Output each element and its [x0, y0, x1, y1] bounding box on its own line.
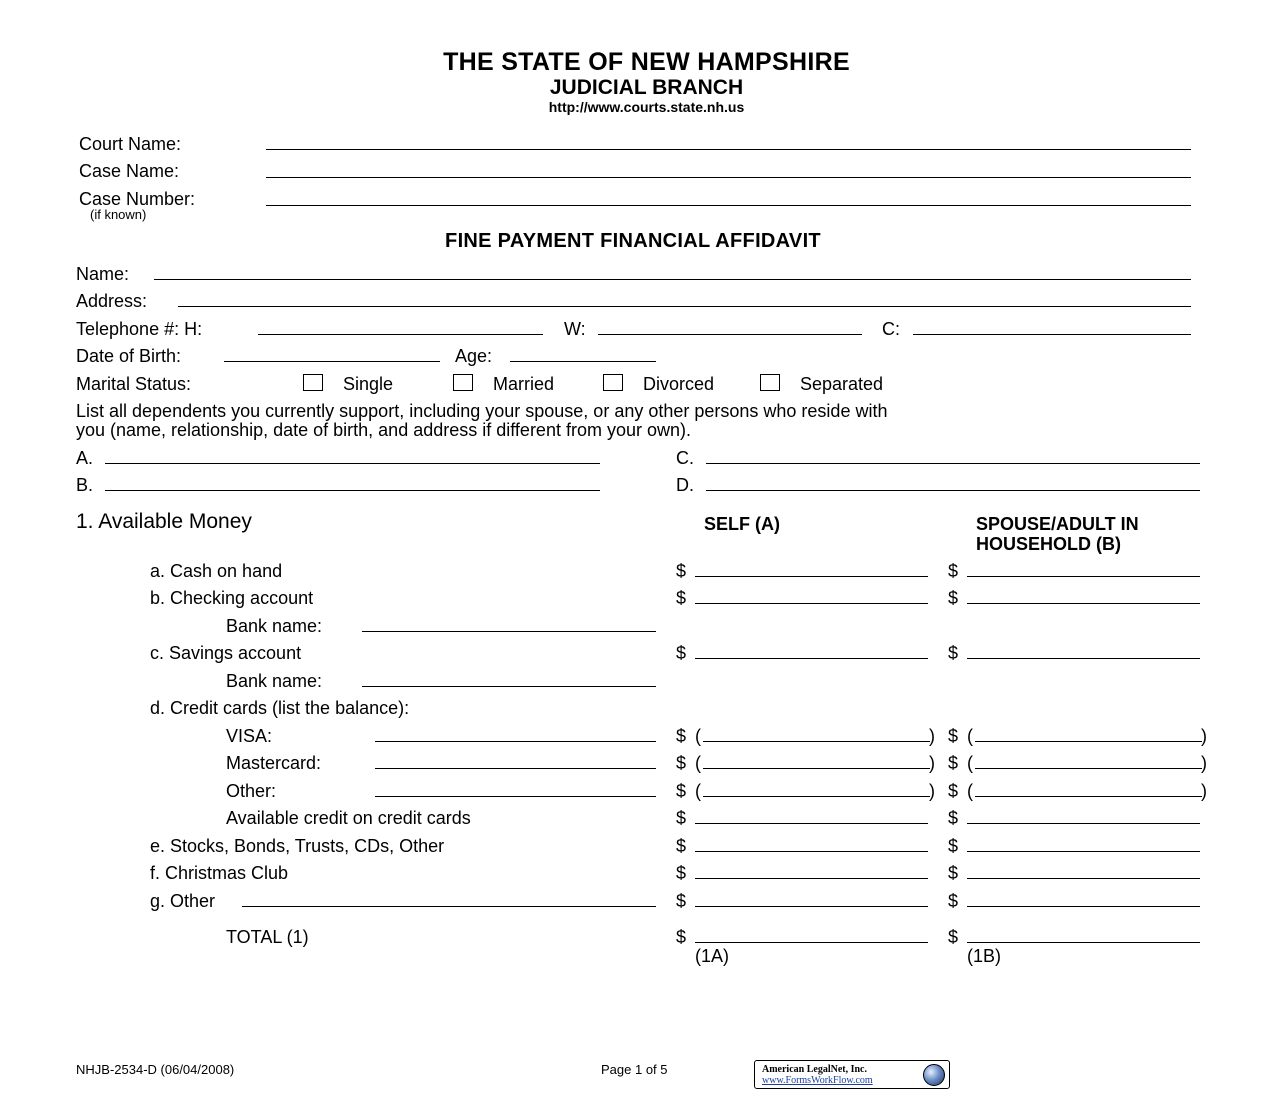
address-field[interactable]: [178, 306, 1191, 307]
total-1b-label: (1B): [967, 946, 1002, 966]
christmas-spouse-field[interactable]: [967, 878, 1200, 879]
branch-heading: JUDICIAL BRANCH: [549, 76, 744, 99]
section-1-heading: 1. Available Money: [76, 510, 252, 533]
close-paren: ): [929, 726, 935, 746]
single-label: Single: [343, 374, 394, 394]
telephone-home-field[interactable]: [258, 334, 543, 335]
dollar-sign: $: [676, 927, 687, 947]
age-field[interactable]: [510, 361, 656, 362]
savings-bank-name-field[interactable]: [362, 686, 656, 687]
dependent-a-label: A.: [76, 448, 94, 468]
court-name-label: Court Name:: [79, 134, 182, 154]
married-label: Married: [493, 374, 555, 394]
telephone-work-label: W:: [564, 319, 586, 339]
christmas-club-label: f. Christmas Club: [150, 863, 289, 883]
open-paren: (: [695, 753, 701, 773]
dollar-sign: $: [676, 726, 687, 746]
open-paren: (: [967, 753, 973, 773]
single-checkbox[interactable]: [303, 374, 323, 391]
close-paren: ): [1201, 781, 1207, 801]
savings-spouse-field[interactable]: [967, 658, 1200, 659]
page-number: Page 1 of 5: [601, 1062, 668, 1077]
total-1a-label: (1A): [695, 946, 730, 966]
telephone-home-label: Telephone #: H:: [76, 319, 203, 339]
dependent-c-label: C.: [676, 448, 694, 468]
savings-bank-name-label: Bank name:: [226, 671, 323, 691]
spouse-column-heading-2: HOUSEHOLD (B): [976, 534, 1121, 554]
stocks-label: e. Stocks, Bonds, Trusts, CDs, Other: [150, 836, 445, 856]
total-label: TOTAL (1): [226, 927, 309, 947]
dollar-sign: $: [948, 891, 959, 911]
dependent-c-field[interactable]: [706, 463, 1200, 464]
form-title: FINE PAYMENT FINANCIAL AFFIDAVIT: [445, 230, 821, 252]
cash-spouse-field[interactable]: [967, 576, 1200, 577]
dollar-sign: $: [676, 643, 687, 663]
mastercard-spouse-field[interactable]: [975, 768, 1202, 769]
publisher-url[interactable]: www.FormsWorkFlow.com: [762, 1075, 873, 1086]
dollar-sign: $: [676, 561, 687, 581]
visa-card-field[interactable]: [375, 741, 656, 742]
other-spouse-field[interactable]: [967, 906, 1200, 907]
publisher-logo[interactable]: [754, 1060, 950, 1089]
total-self-field[interactable]: [695, 942, 928, 943]
case-number-label: Case Number:: [79, 189, 196, 209]
close-paren: ): [1201, 726, 1207, 746]
dollar-sign: $: [676, 808, 687, 828]
open-paren: (: [967, 726, 973, 746]
dob-label: Date of Birth:: [76, 346, 182, 366]
dollar-sign: $: [676, 836, 687, 856]
savings-self-field[interactable]: [695, 658, 928, 659]
state-heading: THE STATE OF NEW HAMPSHIRE: [443, 48, 850, 76]
other-label: g. Other: [150, 891, 216, 911]
marital-status-label: Marital Status:: [76, 374, 192, 394]
dollar-sign: $: [948, 808, 959, 828]
divorced-checkbox[interactable]: [603, 374, 623, 391]
stocks-self-field[interactable]: [695, 851, 928, 852]
form-id: NHJB-2534-D (06/04/2008): [76, 1062, 235, 1077]
dollar-sign: $: [676, 753, 687, 773]
other-card-self-field[interactable]: [703, 796, 930, 797]
dob-field[interactable]: [224, 361, 440, 362]
divorced-label: Divorced: [643, 374, 715, 394]
christmas-self-field[interactable]: [695, 878, 928, 879]
case-name-field[interactable]: [266, 177, 1191, 178]
dollar-sign: $: [948, 927, 959, 947]
available-credit-label: Available credit on credit cards: [226, 808, 471, 828]
self-column-heading: SELF (A): [704, 514, 780, 534]
dependent-a-field[interactable]: [105, 463, 600, 464]
dependents-instructions-1: List all dependents you currently support, including your spouse, or any other persons who reside with: [76, 401, 888, 421]
open-paren: (: [695, 781, 701, 801]
cash-self-field[interactable]: [695, 576, 928, 577]
other-card-spouse-field[interactable]: [975, 796, 1202, 797]
close-paren: ): [1201, 753, 1207, 773]
if-known-note: (if known): [90, 207, 147, 222]
dependent-b-label: B.: [76, 475, 94, 495]
mastercard-card-field[interactable]: [375, 768, 656, 769]
close-paren: ): [929, 753, 935, 773]
checking-spouse-field[interactable]: [967, 603, 1200, 604]
other-description-field[interactable]: [242, 906, 656, 907]
dollar-sign: $: [948, 863, 959, 883]
dollar-sign: $: [948, 753, 959, 773]
other-self-field[interactable]: [695, 906, 928, 907]
available-credit-self-field[interactable]: [695, 823, 928, 824]
married-checkbox[interactable]: [453, 374, 473, 391]
telephone-cell-field[interactable]: [913, 334, 1191, 335]
dollar-sign: $: [948, 643, 959, 663]
checking-bank-name-field[interactable]: [362, 631, 656, 632]
cash-on-hand-label: a. Cash on hand: [150, 561, 283, 581]
other-card-label: Other:: [226, 781, 277, 801]
dollar-sign: $: [676, 863, 687, 883]
address-label: Address:: [76, 291, 148, 311]
close-paren: ): [929, 781, 935, 801]
globe-icon: [923, 1064, 945, 1086]
dependents-instructions-2: you (name, relationship, date of birth, and address if different from your own).: [76, 420, 691, 440]
publisher-name: American LegalNet, Inc.: [762, 1064, 867, 1075]
separated-label: Separated: [800, 374, 884, 394]
checking-self-field[interactable]: [695, 603, 928, 604]
dollar-sign: $: [676, 781, 687, 801]
visa-self-field[interactable]: [703, 741, 930, 742]
age-label: Age:: [455, 346, 493, 366]
dollar-sign: $: [676, 891, 687, 911]
dollar-sign: $: [948, 726, 959, 746]
available-credit-spouse-field[interactable]: [967, 823, 1200, 824]
telephone-work-field[interactable]: [598, 334, 862, 335]
open-paren: (: [695, 726, 701, 746]
open-paren: (: [967, 781, 973, 801]
case-name-label: Case Name:: [79, 161, 180, 181]
court-name-field[interactable]: [266, 149, 1191, 150]
dollar-sign: $: [948, 836, 959, 856]
court-url[interactable]: http://www.courts.state.nh.us: [548, 99, 745, 115]
dependent-d-label: D.: [676, 475, 694, 495]
name-field[interactable]: [154, 279, 1191, 280]
dollar-sign: $: [948, 781, 959, 801]
mastercard-label: Mastercard:: [226, 753, 322, 773]
telephone-cell-label: C:: [882, 319, 900, 339]
visa-label: VISA:: [226, 726, 273, 746]
savings-account-label: c. Savings account: [150, 643, 302, 663]
separated-checkbox[interactable]: [760, 374, 780, 391]
spouse-column-heading-1: SPOUSE/ADULT IN: [976, 514, 1139, 534]
credit-cards-label: d. Credit cards (list the balance):: [150, 698, 410, 718]
dependent-d-field[interactable]: [706, 490, 1200, 491]
dollar-sign: $: [948, 561, 959, 581]
dollar-sign: $: [676, 588, 687, 608]
case-number-field[interactable]: [266, 205, 1191, 206]
total-spouse-field[interactable]: [967, 942, 1200, 943]
checking-bank-name-label: Bank name:: [226, 616, 323, 636]
other-card-field[interactable]: [375, 796, 656, 797]
dependent-b-field[interactable]: [105, 490, 600, 491]
checking-account-label: b. Checking account: [150, 588, 314, 608]
dollar-sign: $: [948, 588, 959, 608]
mastercard-self-field[interactable]: [703, 768, 930, 769]
visa-spouse-field[interactable]: [975, 741, 1202, 742]
stocks-spouse-field[interactable]: [967, 851, 1200, 852]
name-label: Name:: [76, 264, 130, 284]
